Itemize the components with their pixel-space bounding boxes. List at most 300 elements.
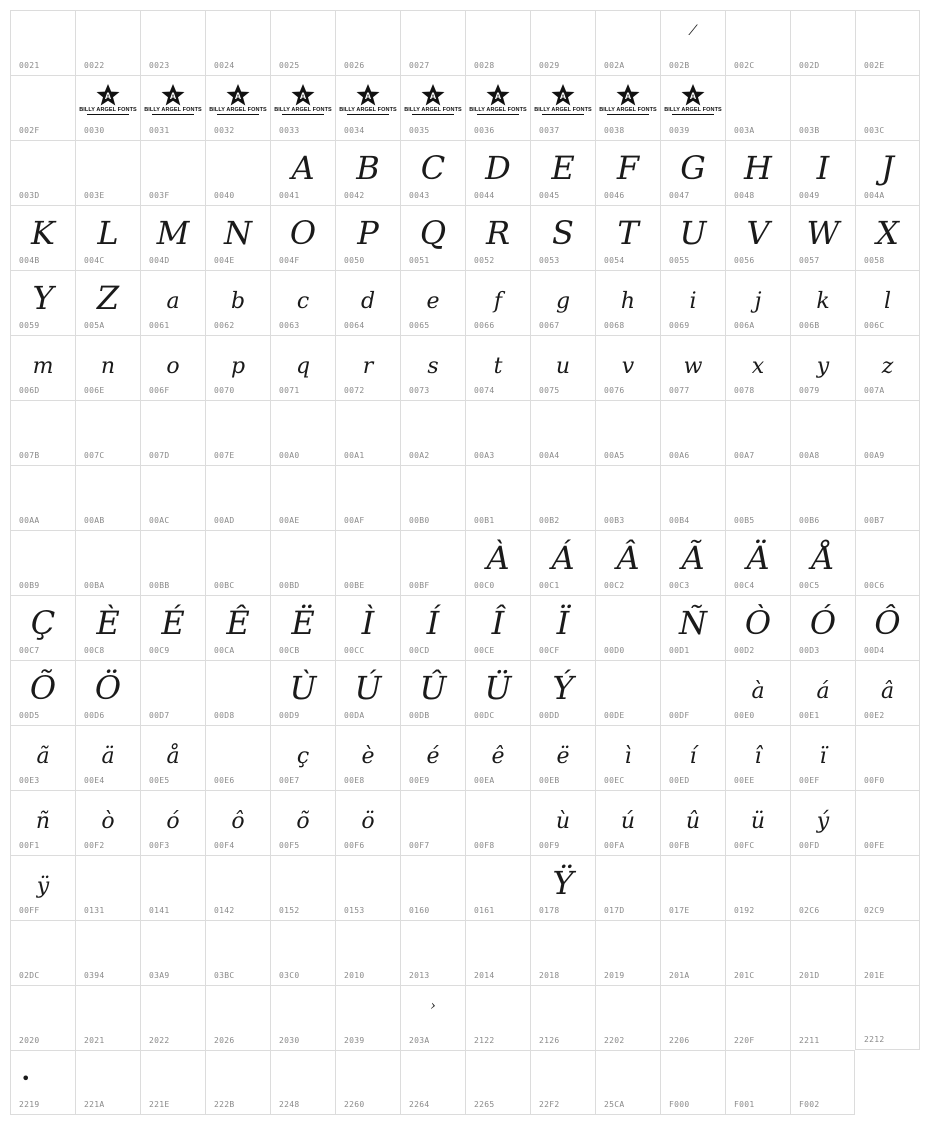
- glyph-code: 0067: [539, 321, 560, 330]
- glyph-cell: [205, 140, 270, 205]
- glyph-cell: [270, 530, 335, 595]
- glyph-code: 0038: [604, 126, 625, 135]
- glyph-code: 2219: [19, 1100, 40, 1109]
- glyph-cell: [595, 920, 660, 985]
- glyph-cell: [140, 335, 205, 400]
- glyph-code: 2039: [344, 1036, 365, 1045]
- glyph-cell: [465, 985, 530, 1050]
- glyph-sample: Z: [96, 279, 120, 317]
- glyph-code: 00D2: [734, 646, 755, 655]
- glyph-code: 0160: [409, 906, 430, 915]
- glyph-code: 00E3: [19, 776, 40, 785]
- glyph-cell: [75, 985, 140, 1050]
- glyph-cell: [205, 725, 270, 790]
- glyph-cell: [205, 400, 270, 465]
- glyph-cell: [205, 205, 270, 270]
- glyph-cell: [10, 335, 75, 400]
- glyph-cell: [660, 725, 725, 790]
- glyph-cell: [465, 140, 530, 205]
- glyph-cell: [725, 530, 790, 595]
- glyph-code: 017E: [669, 906, 690, 915]
- billy-argel-logo: [141, 84, 205, 115]
- glyph-code: 00FE: [864, 841, 885, 850]
- glyph-code: 0024: [214, 61, 235, 70]
- glyph-cell: [270, 920, 335, 985]
- glyph-cell: [270, 335, 335, 400]
- glyph-cell: [140, 790, 205, 855]
- glyph-code: 00ED: [669, 776, 690, 785]
- glyph-sample: o: [166, 354, 180, 379]
- glyph-cell: [140, 465, 205, 530]
- glyph-cell: [75, 75, 140, 140]
- glyph-sample: Y: [32, 279, 54, 317]
- glyph-cell: [790, 790, 855, 855]
- glyph-sample: Â: [616, 539, 640, 577]
- glyph-code: 00FF: [19, 906, 40, 915]
- glyph-cell: [855, 790, 920, 855]
- logo-underline: [347, 114, 389, 115]
- glyph-cell: [10, 920, 75, 985]
- glyph-cell: [10, 725, 75, 790]
- glyph-code: 00F0: [864, 776, 885, 785]
- glyph-code: 00F9: [539, 841, 560, 850]
- glyph-cell: [270, 270, 335, 335]
- glyph-cell: [530, 270, 595, 335]
- glyph-code: 00DC: [474, 711, 495, 720]
- glyph-code: 00E6: [214, 776, 235, 785]
- glyph-cell: [205, 270, 270, 335]
- logo-text: BILLY ARGEL FONTS: [469, 107, 527, 113]
- glyph-cell: [10, 140, 75, 205]
- glyph-cell: [270, 660, 335, 725]
- glyph-sample: õ: [296, 809, 310, 834]
- glyph-cell: [140, 920, 205, 985]
- billy-argel-logo: [466, 84, 530, 115]
- glyph-cell: [75, 335, 140, 400]
- glyph-cell: [140, 205, 205, 270]
- glyph-code: 00A5: [604, 451, 625, 460]
- svg-text:A: A: [494, 91, 502, 101]
- glyph-cell: [660, 530, 725, 595]
- glyph-cell: [790, 855, 855, 920]
- svg-text:A: A: [429, 91, 437, 101]
- glyph-cell: [725, 335, 790, 400]
- glyph-code: 007C: [84, 451, 105, 460]
- glyph-cell: [400, 790, 465, 855]
- glyph-cell: [725, 75, 790, 140]
- glyph-cell: [270, 205, 335, 270]
- glyph-code: 003D: [19, 191, 40, 200]
- glyph-cell: [725, 10, 790, 75]
- glyph-code: 2126: [539, 1036, 560, 1045]
- glyph-sample: n: [100, 354, 116, 379]
- glyph-sample: ò: [101, 809, 115, 834]
- glyph-cell: [595, 10, 660, 75]
- glyph-sample: v: [621, 354, 635, 379]
- glyph-code: 0058: [864, 256, 885, 265]
- glyph-code: 0043: [409, 191, 430, 200]
- glyph-code: 00DA: [344, 711, 365, 720]
- glyph-code: 003E: [84, 191, 105, 200]
- glyph-cell: [660, 985, 725, 1050]
- glyph-code: 0054: [604, 256, 625, 265]
- glyph-code: 006E: [84, 386, 105, 395]
- glyph-code: 0069: [669, 321, 690, 330]
- glyph-code: 003F: [149, 191, 170, 200]
- glyph-code: 00D5: [19, 711, 40, 720]
- glyph-sample: i: [689, 289, 697, 314]
- logo-underline: [607, 114, 649, 115]
- glyph-cell: [400, 205, 465, 270]
- glyph-sample: •: [21, 1069, 31, 1088]
- glyph-code: 00EC: [604, 776, 625, 785]
- billy-argel-logo: [271, 84, 335, 115]
- svg-text:A: A: [104, 91, 112, 101]
- billy-argel-logo: [76, 84, 140, 115]
- glyph-code: 00FD: [799, 841, 820, 850]
- glyph-code: 0074: [474, 386, 495, 395]
- glyph-cell: [335, 205, 400, 270]
- glyph-cell: [725, 270, 790, 335]
- glyph-code: 201D: [799, 971, 820, 980]
- glyph-code: 002E: [864, 61, 885, 70]
- glyph-code: 00CB: [279, 646, 300, 655]
- glyph-code: 00AC: [149, 516, 170, 525]
- glyph-code: 0394: [84, 971, 105, 980]
- glyph-code: 00A3: [474, 451, 495, 460]
- star-logo-icon: [95, 84, 121, 106]
- glyph-code: 2248: [279, 1100, 300, 1109]
- glyph-sample: X: [876, 214, 899, 252]
- glyph-sample: N: [224, 214, 252, 252]
- glyph-cell: [10, 790, 75, 855]
- star-logo-icon: [290, 84, 316, 106]
- billy-argel-logo: [336, 84, 400, 115]
- glyph-cell: [205, 660, 270, 725]
- glyph-sample: t: [493, 354, 503, 379]
- logo-underline: [217, 114, 259, 115]
- glyph-cell: [140, 75, 205, 140]
- glyph-code: 2010: [344, 971, 365, 980]
- glyph-cell: [530, 595, 595, 660]
- glyph-code: 004E: [214, 256, 235, 265]
- glyph-cell: [465, 660, 530, 725]
- glyph-cell: [205, 10, 270, 75]
- glyph-code: 00D3: [799, 646, 820, 655]
- glyph-code: 00FB: [669, 841, 690, 850]
- glyph-sample: î: [754, 744, 762, 769]
- glyph-cell: [530, 205, 595, 270]
- glyph-code: 2211: [799, 1036, 820, 1045]
- glyph-sample: w: [683, 354, 703, 379]
- glyph-code: F002: [799, 1100, 820, 1109]
- glyph-cell: [595, 725, 660, 790]
- glyph-code: 00D4: [864, 646, 885, 655]
- svg-text:A: A: [169, 91, 177, 101]
- glyph-code: 00DD: [539, 711, 560, 720]
- glyph-code: 0057: [799, 256, 820, 265]
- glyph-cell: [790, 140, 855, 205]
- glyph-cell: [140, 595, 205, 660]
- glyph-code: 2021: [84, 1036, 105, 1045]
- glyph-sample: G: [680, 149, 706, 187]
- glyph-code: 0178: [539, 906, 560, 915]
- glyph-cell: [855, 920, 920, 985]
- glyph-code: 0040: [214, 191, 235, 200]
- glyph-code: 0131: [84, 906, 105, 915]
- glyph-code: 00C1: [539, 581, 560, 590]
- glyph-code: 0070: [214, 386, 235, 395]
- glyph-code: 0052: [474, 256, 495, 265]
- glyph-sample: W: [806, 214, 840, 252]
- glyph-code: 00B3: [604, 516, 625, 525]
- glyph-code: 00A2: [409, 451, 430, 460]
- glyph-sample: ý: [816, 809, 830, 834]
- glyph-sample: Õ: [29, 669, 57, 707]
- glyph-cell: [725, 595, 790, 660]
- glyph-cell: [660, 140, 725, 205]
- glyph-code: 0022: [84, 61, 105, 70]
- glyph-code: 00F2: [84, 841, 105, 850]
- glyph-cell: [725, 855, 790, 920]
- glyph-sample: ç: [296, 744, 310, 769]
- glyph-sample: Ï: [556, 604, 570, 642]
- glyph-code: 004C: [84, 256, 105, 265]
- glyph-code: 00B6: [799, 516, 820, 525]
- glyph-cell: [465, 1050, 530, 1115]
- glyph-cell: [270, 400, 335, 465]
- glyph-cell: [140, 10, 205, 75]
- glyph-sample: ì: [624, 744, 632, 769]
- glyph-code: 00EA: [474, 776, 495, 785]
- glyph-cell: [205, 790, 270, 855]
- glyph-cell: [660, 270, 725, 335]
- glyph-sample: u: [555, 354, 571, 379]
- glyph-sample: B: [356, 149, 380, 187]
- glyph-code: 00E5: [149, 776, 170, 785]
- glyph-code: 2265: [474, 1100, 495, 1109]
- glyph-code: 2019: [604, 971, 625, 980]
- glyph-cell: [660, 400, 725, 465]
- glyph-sample: â: [880, 679, 895, 704]
- glyph-code: 22F2: [539, 1100, 560, 1109]
- glyph-sample: F: [616, 149, 640, 187]
- glyph-code: 00E9: [409, 776, 430, 785]
- glyph-cell: [140, 660, 205, 725]
- glyph-cell: [530, 530, 595, 595]
- glyph-cell: [595, 465, 660, 530]
- glyph-code: 00CC: [344, 646, 365, 655]
- glyph-code: 0036: [474, 126, 495, 135]
- glyph-cell: [335, 985, 400, 1050]
- glyph-code: 00D9: [279, 711, 300, 720]
- logo-text: BILLY ARGEL FONTS: [144, 107, 202, 113]
- glyph-cell: [530, 140, 595, 205]
- glyph-code: 221E: [149, 1100, 170, 1109]
- glyph-cell: [465, 790, 530, 855]
- glyph-cell: [855, 140, 920, 205]
- glyph-cell: [530, 335, 595, 400]
- glyph-code: 00EF: [799, 776, 820, 785]
- glyph-sample: f: [493, 289, 503, 314]
- glyph-code: 0062: [214, 321, 235, 330]
- glyph-code: 00C9: [149, 646, 170, 655]
- glyph-code: 0142: [214, 906, 235, 915]
- glyph-sample: S: [552, 214, 574, 252]
- glyph-code: 00AF: [344, 516, 365, 525]
- glyph-cell: [595, 985, 660, 1050]
- logo-underline: [542, 114, 584, 115]
- glyph-cell: [335, 10, 400, 75]
- glyph-cell: [400, 660, 465, 725]
- glyph-sample: D: [485, 149, 511, 187]
- glyph-code: 007D: [149, 451, 170, 460]
- glyph-sample: A: [291, 149, 315, 187]
- glyph-cell: [205, 920, 270, 985]
- glyph-sample: à: [751, 679, 765, 704]
- glyph-sample: ñ: [35, 809, 51, 834]
- glyph-cell: [595, 855, 660, 920]
- glyph-cell: [660, 855, 725, 920]
- glyph-code: 0056: [734, 256, 755, 265]
- glyph-code: 0071: [279, 386, 300, 395]
- glyph-cell: [790, 400, 855, 465]
- glyph-sample: T: [617, 214, 639, 252]
- glyph-code: 2018: [539, 971, 560, 980]
- glyph-code: 002F: [19, 126, 40, 135]
- glyph-cell: [335, 270, 400, 335]
- glyph-sample: ö: [361, 809, 375, 834]
- glyph-code: 00EE: [734, 776, 755, 785]
- glyph-sample: Ä: [746, 539, 770, 577]
- glyph-code: 00DF: [669, 711, 690, 720]
- glyph-cell: [335, 530, 400, 595]
- glyph-cell: [855, 985, 920, 1050]
- glyph-cell: [335, 75, 400, 140]
- glyph-code: 00AE: [279, 516, 300, 525]
- logo-underline: [412, 114, 454, 115]
- billy-argel-logo: [206, 84, 270, 115]
- glyph-cell: [10, 75, 75, 140]
- glyph-cell: [75, 10, 140, 75]
- glyph-code: 00DE: [604, 711, 625, 720]
- glyph-sample: K: [31, 214, 55, 252]
- glyph-code: 0025: [279, 61, 300, 70]
- glyph-cell: [595, 790, 660, 855]
- logo-text: BILLY ARGEL FONTS: [664, 107, 722, 113]
- glyph-cell: [790, 530, 855, 595]
- glyph-cell: [595, 1050, 660, 1115]
- glyph-code: 0033: [279, 126, 300, 135]
- glyph-code: 02C9: [864, 906, 885, 915]
- glyph-code: 00F3: [149, 841, 170, 850]
- glyph-code: 00E4: [84, 776, 105, 785]
- glyph-code: 201A: [669, 971, 690, 980]
- glyph-sample: Ë: [291, 604, 315, 642]
- glyph-sample: h: [620, 289, 636, 314]
- glyph-code: 00C2: [604, 581, 625, 590]
- glyph-sample: I: [816, 149, 830, 187]
- glyph-cell: [595, 595, 660, 660]
- glyph-cell: [140, 985, 205, 1050]
- glyph-cell: [10, 400, 75, 465]
- glyph-code: 00F8: [474, 841, 495, 850]
- glyph-code: 03C0: [279, 971, 300, 980]
- glyph-sample: j: [754, 289, 762, 314]
- glyph-code: 0046: [604, 191, 625, 200]
- glyph-cell: [660, 790, 725, 855]
- glyph-code: 00E0: [734, 711, 755, 720]
- glyph-cell: [205, 1050, 270, 1115]
- glyph-sample: ë: [556, 744, 570, 769]
- glyph-cell: [465, 855, 530, 920]
- glyph-sample: Ú: [354, 669, 382, 707]
- glyph-code: 00B2: [539, 516, 560, 525]
- glyph-code: 00B4: [669, 516, 690, 525]
- billy-argel-logo: [661, 84, 725, 115]
- glyph-code: 221A: [84, 1100, 105, 1109]
- glyph-sample: P: [357, 214, 379, 252]
- glyph-sample: Î: [491, 604, 505, 642]
- glyph-cell: [855, 855, 920, 920]
- glyph-code: 004F: [279, 256, 300, 265]
- glyph-cell: [660, 465, 725, 530]
- glyph-code: 00A7: [734, 451, 755, 460]
- svg-text:A: A: [624, 91, 632, 101]
- glyph-cell: [270, 10, 335, 75]
- glyph-code: 00A4: [539, 451, 560, 460]
- glyph-cell: [205, 985, 270, 1050]
- glyph-cell: [335, 855, 400, 920]
- glyph-sample: È: [96, 604, 120, 642]
- glyph-grid: [10, 10, 920, 1115]
- glyph-cell: [855, 400, 920, 465]
- glyph-code: 0035: [409, 126, 430, 135]
- glyph-sample: ú: [620, 809, 636, 834]
- glyph-cell: [400, 985, 465, 1050]
- glyph-code: 0053: [539, 256, 560, 265]
- glyph-code: 00BA: [84, 581, 105, 590]
- glyph-cell: [790, 10, 855, 75]
- glyph-cell: [205, 335, 270, 400]
- glyph-code: 0050: [344, 256, 365, 265]
- glyph-sample: É: [161, 604, 185, 642]
- glyph-code: 00E1: [799, 711, 820, 720]
- glyph-sample: z: [881, 354, 894, 379]
- glyph-sample: Ü: [484, 669, 512, 707]
- glyph-code: 0066: [474, 321, 495, 330]
- logo-underline: [477, 114, 519, 115]
- glyph-code: 00AB: [84, 516, 105, 525]
- glyph-code: 00CE: [474, 646, 495, 655]
- glyph-cell: [790, 75, 855, 140]
- glyph-sample: O: [289, 214, 317, 252]
- logo-text: BILLY ARGEL FONTS: [534, 107, 592, 113]
- glyph-code: 00F4: [214, 841, 235, 850]
- glyph-sample: ê: [491, 744, 505, 769]
- glyph-sample: Ô: [874, 604, 901, 642]
- glyph-code: 005A: [84, 321, 105, 330]
- glyph-sample: Á: [551, 539, 575, 577]
- glyph-cell: [205, 595, 270, 660]
- glyph-cell: [10, 465, 75, 530]
- glyph-code: 0141: [149, 906, 170, 915]
- glyph-cell: [660, 75, 725, 140]
- glyph-sample: Q: [419, 214, 447, 252]
- glyph-code: 00BC: [214, 581, 235, 590]
- glyph-sample: p: [230, 354, 246, 379]
- glyph-cell: [10, 985, 75, 1050]
